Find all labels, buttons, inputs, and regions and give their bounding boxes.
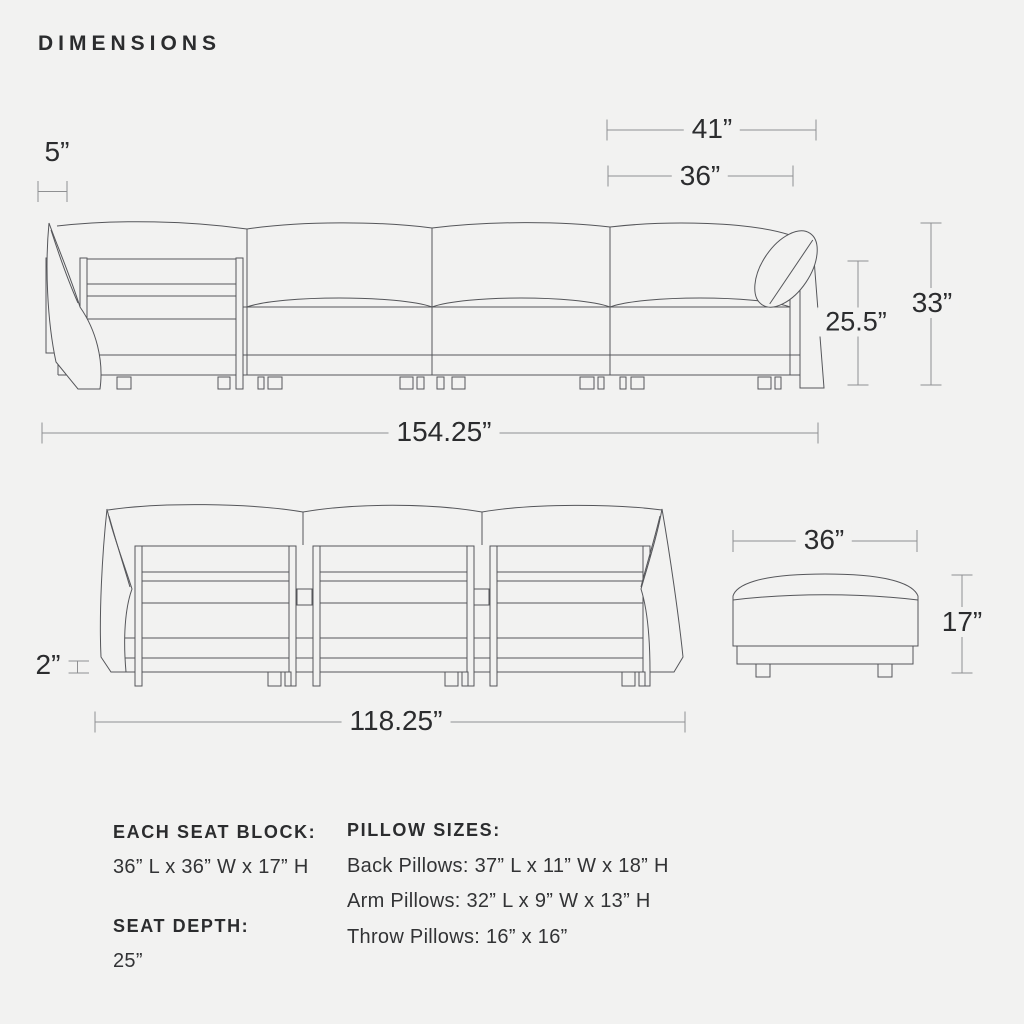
pillow-sizes-heading: PILLOW SIZES:: [347, 820, 501, 840]
dim-label-arm-width: 5”: [37, 137, 78, 167]
seat-depth-value: 25”: [113, 950, 143, 972]
arm-pillows-value: Arm Pillows: 32” L x 9” W x 13” H: [347, 890, 651, 912]
seat-block-heading: EACH SEAT BLOCK:: [113, 822, 317, 842]
dim-label-overall-height: 33”: [904, 288, 960, 318]
dim-label-overall-width: 154.25”: [389, 417, 500, 447]
seat-block-value: 36” L x 36” W x 17” H: [113, 856, 309, 878]
front-view-drawing: [46, 220, 830, 389]
dim-label-seat-back-height: 25.5”: [817, 308, 895, 337]
back-pillows-value: Back Pillows: 37” L x 11” W x 18” H: [347, 855, 669, 877]
dim-label-back-width: 118.25”: [342, 706, 451, 736]
back-view-drawing: [100, 505, 683, 686]
dim-label-back-span: 41”: [684, 114, 740, 144]
seat-depth-heading: SEAT DEPTH:: [113, 916, 250, 936]
dim-label-seat-span: 36”: [672, 161, 728, 191]
throw-pillows-value: Throw Pillows: 16” x 16”: [347, 926, 568, 948]
dim-label-ottoman-height: 17”: [934, 607, 990, 637]
page-title: DIMENSIONS: [38, 32, 222, 55]
dim-label-ottoman-width: 36”: [796, 525, 852, 555]
dim-label-foot-height: 2”: [28, 650, 69, 680]
back-left-wedge: [100, 509, 132, 672]
ottoman-feet: [756, 664, 892, 677]
back-view-feet: [268, 672, 645, 686]
front-view-feet: [117, 377, 781, 389]
ottoman-drawing: [733, 574, 918, 677]
